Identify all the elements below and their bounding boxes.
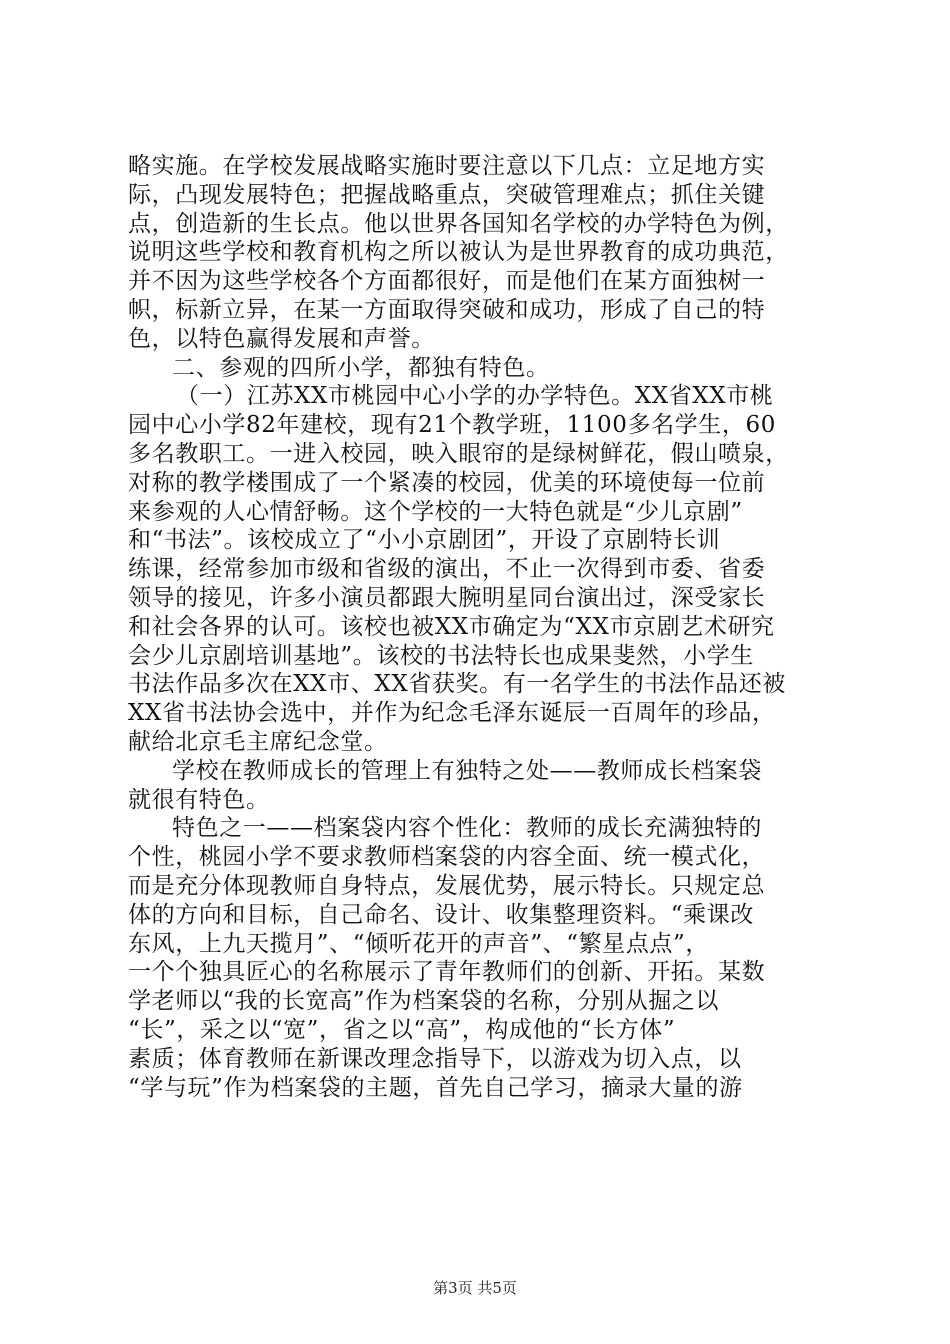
body-line: 说明这些学校和教育机构之所以被认为是世界教育的成功典范，: [128, 239, 789, 266]
body-line: “学与玩”作为档案袋的主题，首先自己学习，摘录大量的游: [128, 1074, 743, 1101]
body-line: 就很有特色。: [128, 786, 270, 813]
body-line: 点，创造新的生长点。他以世界各国知名学校的办学特色为例，: [128, 210, 789, 237]
body-line: 并不因为这些学校各个方面都很好，而是他们在某方面独树一: [128, 268, 766, 295]
body-line: XX省书法协会选中，并作为纪念毛泽东诞辰一百周年的珍品，: [128, 700, 776, 727]
body-line: 书法作品多次在XX市、XX省获奖。有一名学生的书法作品还被: [128, 671, 786, 698]
section-heading: 二、参观的四所小学，都独有特色。: [172, 354, 550, 381]
paragraph-first-line: 学校在教师成长的管理上有独特之处——教师成长档案袋: [172, 757, 762, 784]
body-line: 多名教职工。一进入校园，映入眼帘的是绿树鲜花，假山喷泉，: [128, 440, 789, 467]
body-line: 来参观的人心情舒畅。这个学校的一大特色就是“少儿京剧”: [128, 498, 743, 525]
document-body: [128, 152, 840, 1102]
body-line: 而是充分体现教师自身特点，发展优势，展示特长。只规定总: [128, 872, 766, 899]
paragraph-first-line: 特色之一——档案袋内容个性化：教师的成长充满独特的: [172, 815, 762, 842]
body-line: 对称的教学楼围成了一个紧凑的校园，优美的环境使每一位前: [128, 469, 766, 496]
body-line: 个性，桃园小学不要求教师档案袋的内容全面、统一模式化，: [128, 844, 766, 871]
body-line: 体的方向和目标，自己命名、设计、收集整理资料。“乘课改: [128, 901, 754, 928]
body-line: 园中心小学82年建校，现有21个教学班，1100多名学生，60: [128, 412, 776, 439]
body-line: 素质；体育教师在新课改理念指导下，以游戏为切入点，以: [128, 1045, 742, 1072]
body-line: 会少儿京剧培训基地”。该校的书法特长也成果斐然，小学生: [128, 642, 754, 669]
body-line: 一个个独具匠心的名称展示了青年教师们的创新、开拓。某数: [128, 959, 766, 986]
body-line: 学老师以“我的长宽高”作为档案袋的名称，分别从掘之以: [128, 988, 720, 1015]
subsection-heading-line: （一）江苏XX市桃园中心小学的办学特色。XX省XX市桃: [176, 383, 774, 410]
body-line: 色，以特色赢得发展和声誉。: [128, 325, 435, 352]
body-line: 东风，上九天揽月”、“倾听花开的声音”、“繁星点点”，: [128, 930, 709, 957]
body-line: 和社会各界的认可。该校也被XX市确定为“XX市京剧艺术研究: [128, 613, 775, 640]
body-line: 练课，经常参加市级和省级的演出，不止一次得到市委、省委: [128, 556, 766, 583]
body-line: 略实施。在学校发展战略实施时要注意以下几点：立足地方实: [128, 153, 766, 179]
body-line: 和“书法”。该校成立了“小小京剧团”，开设了京剧特长训: [128, 527, 721, 554]
body-line: 际，凸现发展特色；把握战略重点，突破管理难点；抓住关键: [128, 181, 766, 208]
page-number-footer: 第3页 共5页: [433, 1279, 517, 1297]
body-line: 帜，标新立异，在某一方面取得突破和成功，形成了自己的特: [128, 296, 766, 323]
body-line: “长”，采之以“宽”，省之以“高”，构成他的“长方体”: [128, 1016, 676, 1043]
body-line: 领导的接见，许多小演员都跟大腕明星同台演出过，深受家长: [128, 584, 766, 611]
body-line: 献给北京毛主席纪念堂。: [128, 728, 388, 755]
